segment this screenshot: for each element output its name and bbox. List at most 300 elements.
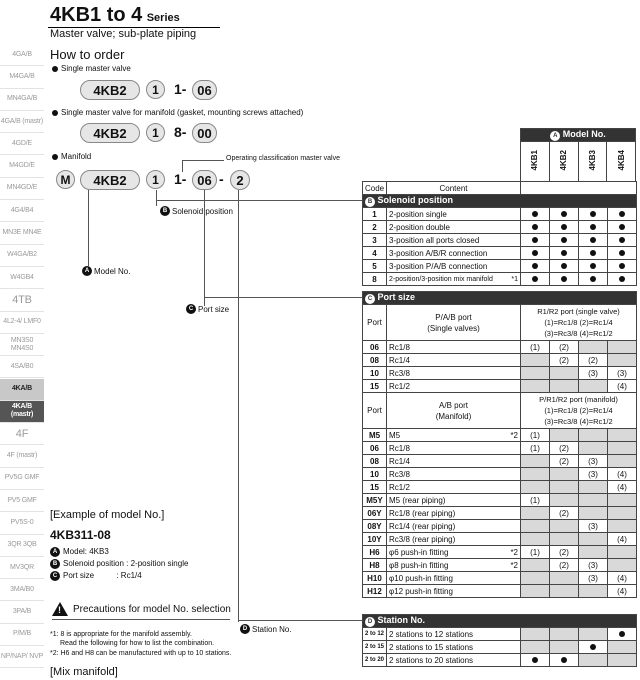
- mark-cell: [608, 354, 637, 367]
- side-nav-item[interactable]: P/M/B: [0, 624, 44, 646]
- available-dot-icon: [590, 211, 596, 217]
- connector-model: [88, 190, 89, 266]
- side-nav-item[interactable]: MN3S0 MN4S0: [0, 334, 44, 356]
- code-header: Code: [363, 182, 387, 195]
- side-nav-item[interactable]: 4G4/B4: [0, 200, 44, 222]
- available-dot-icon: [590, 263, 596, 269]
- available-dot-icon: [532, 250, 538, 256]
- code-cell: 4: [363, 247, 387, 260]
- content-cell: Rc3/8: [387, 367, 521, 380]
- connector-solenoid: [156, 190, 157, 206]
- content-cell: M5 (rear piping): [387, 494, 521, 507]
- side-nav-item[interactable]: 4L2-4/ LMF0: [0, 312, 44, 334]
- manifold-label: Manifold: [52, 152, 91, 161]
- mark-cell: [608, 520, 637, 533]
- available-dot-icon: [561, 224, 567, 230]
- mark-cell: (2): [550, 354, 579, 367]
- table-row: [363, 559, 637, 572]
- available-dot-icon: [619, 237, 625, 243]
- code-cell: 2: [363, 221, 387, 234]
- connector-port-h: [204, 297, 362, 298]
- page-title: 4KB1 to 4 Series: [50, 4, 180, 26]
- code-cell: 3: [363, 234, 387, 247]
- table-row: [363, 221, 637, 234]
- table-row: [363, 546, 637, 559]
- side-nav-item[interactable]: MV3QR: [0, 557, 44, 579]
- mark-cell: [579, 533, 608, 546]
- table-row: [363, 494, 637, 507]
- single-valve-label: Single master valve: [52, 64, 131, 73]
- code-cell: 15: [363, 380, 387, 393]
- mark-cell: [579, 507, 608, 520]
- mark-cell: [579, 260, 608, 273]
- table-row: [363, 260, 637, 273]
- mark-cell: [550, 367, 579, 380]
- mark-cell: [579, 442, 608, 455]
- content-cell: Rc3/8: [387, 468, 521, 481]
- available-dot-icon: [619, 211, 625, 217]
- mark-cell: [521, 533, 550, 546]
- mark-cell: [521, 455, 550, 468]
- side-nav-item[interactable]: W4GB4: [0, 267, 44, 289]
- side-nav-item[interactable]: M4GD/E: [0, 156, 44, 178]
- model-no-header: [520, 128, 636, 182]
- mark-cell: [579, 585, 608, 598]
- mark-cell: [521, 260, 550, 273]
- mark-cell: [579, 380, 608, 393]
- mark-cell: [608, 654, 637, 667]
- note-1b: Read the following for how to list the combination.: [60, 640, 215, 647]
- side-nav-item[interactable]: W4GA/B2: [0, 245, 44, 267]
- example-model: 4KB311-08: [50, 528, 111, 542]
- mark-cell: (2): [550, 341, 579, 354]
- mark-cell: (1): [521, 546, 550, 559]
- precautions-heading: ! Precautions for model No. selection: [52, 602, 231, 616]
- mark-cell: (4): [608, 468, 637, 481]
- table-row: [363, 572, 637, 585]
- available-dot-icon: [619, 631, 625, 637]
- mark-cell: (4): [608, 481, 637, 494]
- mark-cell: [521, 628, 550, 641]
- manifold-dash: 1-: [174, 171, 187, 187]
- code-cell: H6: [363, 546, 387, 559]
- mark-cell: [608, 559, 637, 572]
- code-cell: 06: [363, 442, 387, 455]
- mark-cell: [521, 468, 550, 481]
- content-cell: φ8 push-in fitting *2: [387, 559, 521, 572]
- mark-cell: [521, 380, 550, 393]
- side-nav-item[interactable]: 4GA/B: [0, 44, 44, 66]
- mark-cell: (1): [521, 442, 550, 455]
- mark-cell: [608, 341, 637, 354]
- page-subtitle: Master valve; sub-plate piping: [50, 28, 197, 40]
- mark-cell: [579, 429, 608, 442]
- manifold-single-model-pill: 4KB2: [80, 123, 140, 143]
- mark-cell: (2): [550, 442, 579, 455]
- table-row: [363, 442, 637, 455]
- table-row: [363, 341, 637, 354]
- content-cell: Rc1/8 (rear piping): [387, 507, 521, 520]
- mark-cell: [608, 442, 637, 455]
- mark-cell: (2): [550, 559, 579, 572]
- op-class-line-v: [182, 160, 183, 172]
- side-nav-item[interactable]: MN3E MN4E: [0, 222, 44, 244]
- model-callout: A Model No.: [82, 266, 130, 276]
- content-cell: 3-position P/A/B connection: [387, 260, 521, 273]
- mark-cell: (2): [550, 546, 579, 559]
- manifold-model-pill: 4KB2: [80, 170, 140, 190]
- available-dot-icon: [561, 657, 567, 663]
- table-row: [363, 507, 637, 520]
- mark-cell: [550, 481, 579, 494]
- table-row: [363, 367, 637, 380]
- connector-station: [238, 190, 239, 622]
- mark-cell: [579, 273, 608, 286]
- manifold-single-label: Single master valve for manifold (gasket, mounting screws attached): [52, 108, 303, 117]
- connector-station-h: [238, 620, 362, 621]
- mark-cell: (1): [521, 494, 550, 507]
- station-table: [362, 614, 637, 667]
- mark-cell: [579, 494, 608, 507]
- single-port-header: P/A/B port (Single valves): [387, 305, 521, 341]
- table-row: [363, 208, 637, 221]
- mark-cell: (2): [550, 455, 579, 468]
- single-r-header: R1/R2 port (single valve) (1)=Rc1/8 (2)=Rc1/4 (3)=Rc3/8 (4)=Rc1/2: [521, 305, 637, 341]
- mark-cell: [521, 654, 550, 667]
- available-dot-icon: [532, 657, 538, 663]
- table-row: [363, 628, 637, 641]
- mix-manifold-heading: [Mix manifold]: [50, 666, 118, 678]
- mark-cell: [608, 221, 637, 234]
- available-dot-icon: [590, 237, 596, 243]
- table-row: [363, 520, 637, 533]
- how-to-order-heading: How to order: [50, 47, 125, 62]
- side-nav-item[interactable]: 3PA/B: [0, 602, 44, 624]
- side-nav-item[interactable]: 4GD/E: [0, 133, 44, 155]
- mark-cell: [521, 367, 550, 380]
- code-cell: 08: [363, 455, 387, 468]
- available-dot-icon: [619, 263, 625, 269]
- manifold-b-pill: 06: [192, 170, 217, 190]
- mark-cell: [579, 546, 608, 559]
- mark-cell: [550, 260, 579, 273]
- mark-cell: [521, 559, 550, 572]
- code-cell: 2 to 15: [363, 641, 387, 654]
- table-row: [363, 533, 637, 546]
- mark-cell: [579, 481, 608, 494]
- table-row: [363, 273, 637, 286]
- mark-cell: [579, 234, 608, 247]
- mark-cell: (3): [579, 520, 608, 533]
- code-cell: 2 to 12: [363, 628, 387, 641]
- content-cell: φ12 push-in fitting: [387, 585, 521, 598]
- warning-icon: !: [52, 602, 68, 616]
- mark-cell: (4): [608, 572, 637, 585]
- manifold-dash-2: -: [219, 171, 224, 187]
- available-dot-icon: [561, 250, 567, 256]
- mark-cell: [608, 546, 637, 559]
- mark-cell: [521, 354, 550, 367]
- code-cell: 10Y: [363, 533, 387, 546]
- side-nav-item[interactable]: 4KA/B (mastr): [0, 401, 44, 423]
- solenoid-title: B Solenoid position: [363, 195, 637, 208]
- mark-cell: [579, 641, 608, 654]
- mark-cell: [550, 628, 579, 641]
- manifold-port-header: A/B port (Manifold): [387, 393, 521, 429]
- mark-cell: [521, 641, 550, 654]
- mark-cell: (4): [608, 585, 637, 598]
- table-row: [363, 380, 637, 393]
- code-cell: 10: [363, 367, 387, 380]
- mark-cell: [550, 654, 579, 667]
- mark-cell: (3): [579, 468, 608, 481]
- mark-cell: [521, 520, 550, 533]
- side-nav-item[interactable]: 4F: [0, 423, 44, 445]
- side-nav-item[interactable]: PV5S-0: [0, 512, 44, 534]
- content-cell: Rc1/2: [387, 481, 521, 494]
- table-row: [363, 429, 637, 442]
- single-model-pill: 4KB2: [80, 80, 140, 100]
- code-cell: M5: [363, 429, 387, 442]
- op-class-label: Operating classification master valve: [226, 155, 340, 162]
- mark-cell: (2): [550, 507, 579, 520]
- manifold-single-b-pill: 00: [192, 123, 217, 143]
- side-nav-item[interactable]: 3QR 3QB: [0, 535, 44, 557]
- available-dot-icon: [532, 276, 538, 282]
- content-cell: M5 *2: [387, 429, 521, 442]
- manifold-m-circle: M: [56, 170, 75, 189]
- mark-cell: [521, 507, 550, 520]
- available-dot-icon: [619, 224, 625, 230]
- code-cell: 06: [363, 341, 387, 354]
- model-col: 4KB4: [607, 142, 636, 182]
- mark-cell: [550, 585, 579, 598]
- table-row: [363, 654, 637, 667]
- code-cell: H10: [363, 572, 387, 585]
- content-header: Content: [387, 182, 521, 195]
- port-callout: C Port size: [186, 304, 229, 314]
- content-cell: Rc1/4: [387, 354, 521, 367]
- mark-cell: [521, 247, 550, 260]
- code-cell: 08Y: [363, 520, 387, 533]
- side-nav-item[interactable]: 4TB: [0, 289, 44, 311]
- code-cell: 1: [363, 208, 387, 221]
- table-row: [363, 585, 637, 598]
- manifold-c-pill: 2: [230, 170, 250, 190]
- example-line: B Solenoid position : 2-position single: [50, 558, 188, 570]
- content-cell: 3-position A/B/R connection: [387, 247, 521, 260]
- available-dot-icon: [532, 224, 538, 230]
- mark-cell: [608, 455, 637, 468]
- note-2: *2: H6 and H8 can be manufactured with up to 10 stations.: [50, 650, 232, 657]
- mark-cell: [550, 221, 579, 234]
- mark-cell: [521, 572, 550, 585]
- code-cell: 5: [363, 260, 387, 273]
- precautions-rule: [52, 619, 230, 620]
- table-row: [363, 641, 637, 654]
- model-no-title: A Model No.: [521, 129, 636, 142]
- content-cell: Rc3/8 (rear piping): [387, 533, 521, 546]
- mark-cell: [550, 273, 579, 286]
- mark-cell: (1): [521, 429, 550, 442]
- content-cell: φ6 push-in fitting *2: [387, 546, 521, 559]
- manifold-single-dash: 8-: [174, 124, 187, 140]
- mark-cell: [550, 234, 579, 247]
- mark-cell: [608, 507, 637, 520]
- manifold-header-row: [363, 393, 637, 429]
- available-dot-icon: [561, 276, 567, 282]
- side-nav-item[interactable]: MN4GA/B: [0, 89, 44, 111]
- side-nav-item[interactable]: PV5 GMF: [0, 490, 44, 512]
- single-a-circle: 1: [146, 80, 165, 99]
- mark-cell: [579, 221, 608, 234]
- model-col: 4KB1: [521, 142, 550, 182]
- table-row: [363, 481, 637, 494]
- available-dot-icon: [532, 263, 538, 269]
- port-table: [362, 291, 637, 598]
- available-dot-icon: [590, 250, 596, 256]
- table-row: [363, 468, 637, 481]
- mark-cell: (3): [579, 455, 608, 468]
- mark-cell: [550, 572, 579, 585]
- mark-cell: [579, 247, 608, 260]
- model-col: 4KB2: [549, 142, 578, 182]
- available-dot-icon: [532, 211, 538, 217]
- port-title: C Port size: [363, 292, 637, 305]
- mark-cell: [579, 341, 608, 354]
- code-cell: H8: [363, 559, 387, 572]
- content-cell: Rc1/8: [387, 442, 521, 455]
- side-nav-item[interactable]: 4KA/B: [0, 379, 44, 401]
- code-cell: 15: [363, 481, 387, 494]
- content-cell: Rc1/2: [387, 380, 521, 393]
- mark-cell: [579, 628, 608, 641]
- note-1: *1: 8 is appropriate for the manifold assembly.: [50, 631, 192, 638]
- mark-cell: (4): [608, 533, 637, 546]
- manifold-single-a-circle: 1: [146, 123, 165, 142]
- mark-cell: [608, 641, 637, 654]
- content-cell: Rc1/4: [387, 455, 521, 468]
- mark-cell: [579, 208, 608, 221]
- mark-cell: [521, 273, 550, 286]
- manifold-r-header: P/R1/R2 port (manifold) (1)=Rc1/8 (2)=Rc1/4 (3)=Rc3/8 (4)=Rc1/2: [521, 393, 637, 429]
- mark-cell: (1): [521, 341, 550, 354]
- side-nav-item[interactable]: 4GA/B (mastr): [0, 111, 44, 133]
- code-cell: 8: [363, 273, 387, 286]
- mark-cell: (3): [579, 559, 608, 572]
- port-header: Port: [363, 305, 387, 341]
- content-cell: 2 stations to 12 stations: [387, 628, 521, 641]
- example-line: C Port size : Rc1/4: [50, 570, 188, 582]
- content-cell: φ10 push-in fitting: [387, 572, 521, 585]
- mark-cell: (2): [579, 354, 608, 367]
- mark-cell: [521, 208, 550, 221]
- content-cell: Rc1/4 (rear piping): [387, 520, 521, 533]
- mark-cell: [550, 520, 579, 533]
- port-header: Port: [363, 393, 387, 429]
- side-nav-item[interactable]: 4F (mastr): [0, 445, 44, 467]
- content-cell: 2 stations to 15 stations: [387, 641, 521, 654]
- mark-cell: [608, 247, 637, 260]
- content-cell: Rc1/8: [387, 341, 521, 354]
- mark-cell: [550, 247, 579, 260]
- table-row: [363, 455, 637, 468]
- mark-cell: [608, 260, 637, 273]
- mark-cell: (4): [608, 380, 637, 393]
- content-cell: 2-position double: [387, 221, 521, 234]
- connector-solenoid-h: [156, 200, 362, 201]
- code-cell: 10: [363, 468, 387, 481]
- mark-cell: [608, 234, 637, 247]
- mark-cell: [550, 533, 579, 546]
- mark-cell: [608, 208, 637, 221]
- side-nav-item[interactable]: MN4GD/E: [0, 178, 44, 200]
- model-col: 4KB3: [578, 142, 607, 182]
- mark-cell: [608, 429, 637, 442]
- mark-cell: [579, 654, 608, 667]
- available-dot-icon: [590, 276, 596, 282]
- single-dash: 1-: [174, 81, 187, 97]
- mark-cell: (3): [579, 572, 608, 585]
- mark-cell: [521, 481, 550, 494]
- code-cell: 2 to 20: [363, 654, 387, 667]
- side-nav-item[interactable]: NP/NAP/ NVP: [0, 646, 44, 668]
- station-title: D Station No.: [363, 615, 637, 628]
- available-dot-icon: [561, 237, 567, 243]
- side-nav-item[interactable]: M4GA/B: [0, 66, 44, 88]
- mark-cell: [521, 585, 550, 598]
- available-dot-icon: [561, 263, 567, 269]
- code-cell: H12: [363, 585, 387, 598]
- mark-cell: (3): [608, 367, 637, 380]
- op-class-line-h: [182, 160, 224, 161]
- mark-cell: [550, 494, 579, 507]
- mark-cell: [608, 273, 637, 286]
- solenoid-table: [362, 181, 637, 286]
- mark-cell: [550, 429, 579, 442]
- mark-cell: [608, 494, 637, 507]
- code-cell: M5Y: [363, 494, 387, 507]
- mark-cell: (3): [579, 367, 608, 380]
- side-nav-item[interactable]: 3MA/B0: [0, 579, 44, 601]
- mark-cell: [550, 208, 579, 221]
- side-nav-item[interactable]: PV5G GMF: [0, 468, 44, 490]
- mark-cell: [521, 221, 550, 234]
- solenoid-callout: B Solenoid position: [160, 206, 233, 216]
- available-dot-icon: [561, 211, 567, 217]
- side-nav-item[interactable]: 4SA/B0: [0, 356, 44, 378]
- single-b-pill: 06: [192, 80, 217, 100]
- content-cell: 2-position/3-position mix manifold *1: [387, 273, 521, 286]
- available-dot-icon: [619, 276, 625, 282]
- content-cell: 2 stations to 20 stations: [387, 654, 521, 667]
- mark-cell: [550, 380, 579, 393]
- available-dot-icon: [590, 644, 596, 650]
- mark-cell: [550, 641, 579, 654]
- example-lines: [50, 546, 188, 582]
- available-dot-icon: [590, 224, 596, 230]
- mark-cell: [521, 234, 550, 247]
- table-row: [363, 247, 637, 260]
- code-cell: 08: [363, 354, 387, 367]
- table-row: [363, 234, 637, 247]
- example-line: A Model: 4KB3: [50, 546, 188, 558]
- available-dot-icon: [532, 237, 538, 243]
- example-heading: [Example of model No.]: [50, 509, 165, 521]
- table-row: [363, 354, 637, 367]
- station-callout: D Station No.: [240, 624, 292, 634]
- content-cell: 3-position all ports closed: [387, 234, 521, 247]
